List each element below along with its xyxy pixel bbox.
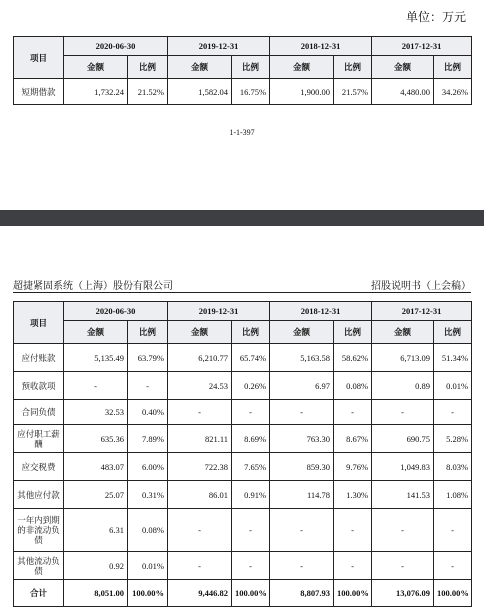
ratio-cell: 7.89% (128, 425, 168, 453)
ratio-cell: 0.40% (128, 400, 168, 425)
amount-cell: 6,713.09 (372, 344, 434, 372)
amount-cell: - (372, 509, 434, 552)
amount-cell: 821.11 (168, 425, 232, 453)
row-label: 应付职工薪酬 (14, 425, 64, 453)
period-header: 2018-12-31 (270, 37, 372, 56)
amount-cell: 32.53 (64, 400, 128, 425)
ratio-header: 比例 (434, 56, 472, 79)
header-item: 项目 (14, 302, 64, 344)
period-header: 2019-12-31 (168, 37, 270, 56)
amount-cell: - (270, 400, 334, 425)
amount-cell: - (372, 552, 434, 580)
amount-header: 金额 (168, 321, 232, 344)
ratio-cell: 6.00% (128, 453, 168, 481)
ratio-header: 比例 (334, 56, 372, 79)
ratio-cell: 63.79% (128, 344, 168, 372)
ratio-header: 比例 (128, 321, 168, 344)
table-row (14, 481, 472, 509)
total-ratio-cell: 100.00% (434, 580, 472, 607)
amount-cell: 6.97 (270, 372, 334, 400)
amount-header: 金额 (64, 56, 128, 79)
row-label: 其他应付款 (14, 481, 64, 509)
row-label: 应交税费 (14, 453, 64, 481)
row-label: 预收款项 (14, 372, 64, 400)
amount-cell: 1,049.83 (372, 453, 434, 481)
total-label: 合计 (14, 580, 64, 607)
amount-header: 金额 (372, 56, 434, 79)
amount-cell: - (168, 400, 232, 425)
amount-header: 金额 (270, 56, 334, 79)
period-header: 2017-12-31 (372, 37, 472, 56)
table-row (14, 79, 472, 105)
amount-cell: 24.53 (168, 372, 232, 400)
ratio-header: 比例 (434, 321, 472, 344)
amount-cell: 1,582.04 (168, 79, 232, 105)
period-header: 2020-06-30 (64, 37, 168, 56)
ratio-cell: - (232, 400, 270, 425)
ratio-cell: 0.31% (128, 481, 168, 509)
amount-cell: - (168, 552, 232, 580)
table-row (14, 372, 472, 400)
ratio-cell: - (334, 552, 372, 580)
total-amount-cell: 8,807.93 (270, 580, 334, 607)
total-row (14, 580, 472, 607)
ratio-cell: 1.08% (434, 481, 472, 509)
ratio-cell: 21.52% (128, 79, 168, 105)
amount-cell: 25.07 (64, 481, 128, 509)
table-row (14, 453, 472, 481)
page-number: 1-1-397 (229, 128, 255, 137)
ratio-cell: 7.65% (232, 453, 270, 481)
amount-cell: - (270, 552, 334, 580)
ratio-cell: 34.26% (434, 79, 472, 105)
ratio-cell: 65.74% (232, 344, 270, 372)
amount-cell: - (64, 372, 128, 400)
total-ratio-cell: 100.00% (128, 580, 168, 607)
ratio-cell: - (434, 509, 472, 552)
period-header: 2019-12-31 (168, 302, 270, 321)
amount-header: 金额 (64, 321, 128, 344)
row-label: 一年内到期的非流动负债 (14, 509, 64, 552)
ratio-header: 比例 (232, 56, 270, 79)
total-amount-cell: 8,051.00 (64, 580, 128, 607)
total-ratio-cell: 100.00% (334, 580, 372, 607)
table-row (14, 552, 472, 580)
table-row (14, 425, 472, 453)
header-rule (13, 292, 471, 293)
company-name: 超捷紧固系统（上海）股份有限公司 (13, 281, 173, 292)
ratio-cell: - (232, 552, 270, 580)
period-header: 2018-12-31 (270, 302, 372, 321)
ratio-cell: 0.01% (434, 372, 472, 400)
table-row (14, 400, 472, 425)
amount-cell: 763.30 (270, 425, 334, 453)
amount-header: 金额 (270, 321, 334, 344)
page-separator (0, 210, 484, 226)
amount-header: 金额 (168, 56, 232, 79)
amount-cell: 0.92 (64, 552, 128, 580)
row-label: 短期借款 (14, 79, 64, 105)
ratio-cell: 1.30% (334, 481, 372, 509)
header-item: 项目 (14, 37, 64, 79)
amount-cell: 6.31 (64, 509, 128, 552)
amount-cell: 5,135.49 (64, 344, 128, 372)
total-amount-cell: 9,446.82 (168, 580, 232, 607)
amount-cell: 690.75 (372, 425, 434, 453)
ratio-cell: - (434, 400, 472, 425)
amount-cell: 483.07 (64, 453, 128, 481)
row-label: 应付账款 (14, 344, 64, 372)
short-term-borrowings-table (13, 36, 472, 105)
amount-cell: 4,480.00 (372, 79, 434, 105)
amount-cell: 859.30 (270, 453, 334, 481)
row-label: 合同负债 (14, 400, 64, 425)
ratio-cell: - (334, 509, 372, 552)
ratio-cell: 5.28% (434, 425, 472, 453)
ratio-header: 比例 (232, 321, 270, 344)
table-row (14, 344, 472, 372)
amount-cell: - (168, 509, 232, 552)
unit-label: 单位：万元 (405, 10, 466, 24)
ratio-cell: 51.34% (434, 344, 472, 372)
ratio-cell: 9.76% (334, 453, 372, 481)
amount-cell: 86.01 (168, 481, 232, 509)
amount-cell: 1,900.00 (270, 79, 334, 105)
total-ratio-cell: 100.00% (232, 580, 270, 607)
amount-cell: 6,210.77 (168, 344, 232, 372)
ratio-cell: 0.08% (334, 372, 372, 400)
ratio-cell: 16.75% (232, 79, 270, 105)
amount-cell: - (372, 400, 434, 425)
ratio-cell: 8.67% (334, 425, 372, 453)
amount-cell: 0.89 (372, 372, 434, 400)
ratio-cell: - (128, 372, 168, 400)
period-header: 2017-12-31 (372, 302, 472, 321)
amount-cell: - (270, 509, 334, 552)
page-top (0, 0, 484, 210)
document-title: 招股说明书（上会稿） (371, 281, 471, 292)
row-label: 其他流动负债 (14, 552, 64, 580)
table-row (14, 509, 472, 552)
ratio-cell: 0.08% (128, 509, 168, 552)
ratio-cell: 8.69% (232, 425, 270, 453)
amount-cell: 5,163.58 (270, 344, 334, 372)
amount-header: 金额 (372, 321, 434, 344)
current-liabilities-table (13, 301, 472, 607)
amount-cell: 635.36 (64, 425, 128, 453)
amount-cell: 722.38 (168, 453, 232, 481)
ratio-cell: 58.62% (334, 344, 372, 372)
ratio-cell: 0.26% (232, 372, 270, 400)
ratio-header: 比例 (334, 321, 372, 344)
amount-cell: 114.78 (270, 481, 334, 509)
ratio-cell: 21.57% (334, 79, 372, 105)
ratio-cell: - (434, 552, 472, 580)
ratio-cell: 8.03% (434, 453, 472, 481)
amount-cell: 141.53 (372, 481, 434, 509)
period-header: 2020-06-30 (64, 302, 168, 321)
ratio-cell: 0.91% (232, 481, 270, 509)
ratio-header: 比例 (128, 56, 168, 79)
amount-cell: 1,732.24 (64, 79, 128, 105)
total-amount-cell: 13,076.09 (372, 580, 434, 607)
ratio-cell: - (334, 400, 372, 425)
ratio-cell: - (232, 509, 270, 552)
ratio-cell: 0.01% (128, 552, 168, 580)
